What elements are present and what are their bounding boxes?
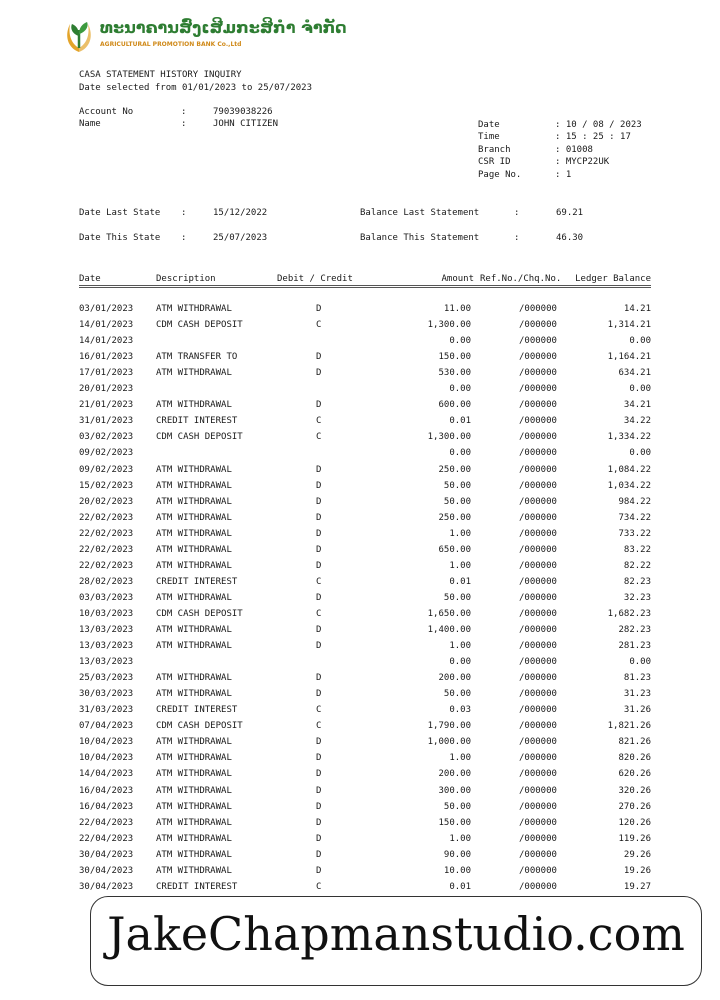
balance-last-colon: : (514, 208, 520, 218)
table-row (0, 465, 720, 481)
table-row (0, 352, 720, 368)
row-ref: /000000 (519, 480, 557, 491)
row-ref: /000000 (519, 833, 557, 844)
row-date: 10/03/2023 (79, 608, 134, 619)
row-date: 14/01/2023 (79, 336, 134, 347)
row-balance: 19.26 (623, 865, 651, 876)
account-no-value: 79039038226 (213, 107, 273, 117)
row-amount: 150.00 (438, 352, 471, 363)
row-amount: 530.00 (438, 368, 471, 379)
meta-time-value: : 15 : 25 : 17 (555, 132, 631, 142)
row-ref: /000000 (519, 576, 557, 587)
row-amount: 11.00 (443, 304, 471, 314)
row-date: 03/03/2023 (79, 592, 134, 603)
row-amount: 1,000.00 (427, 737, 471, 748)
row-ref: /000000 (519, 432, 557, 443)
row-debit-credit: D (316, 673, 322, 684)
row-date: 13/03/2023 (79, 657, 134, 668)
table-row (0, 497, 720, 513)
row-amount: 0.03 (449, 705, 471, 716)
row-debit-credit: C (316, 705, 322, 716)
row-debit-credit: C (316, 576, 322, 587)
row-balance: 820.26 (618, 753, 651, 764)
table-row (0, 320, 720, 336)
row-ref: /000000 (519, 560, 557, 571)
row-ref: /000000 (519, 769, 557, 780)
row-balance: 0.00 (629, 657, 651, 668)
row-ref: /000000 (519, 448, 557, 459)
row-debit-credit: D (316, 769, 322, 780)
row-description: ATM WITHDRAWAL (156, 801, 232, 812)
row-balance: 34.22 (623, 416, 651, 427)
table-row (0, 753, 720, 769)
row-ref: /000000 (519, 544, 557, 555)
table-row (0, 577, 720, 593)
table-row (0, 448, 720, 464)
row-balance: 119.26 (618, 833, 651, 844)
row-amount: 250.00 (438, 512, 471, 523)
row-debit-credit: D (316, 464, 322, 475)
row-description: CDM CASH DEPOSIT (156, 608, 243, 619)
row-ref: /000000 (519, 865, 557, 876)
row-description: ATM WITHDRAWAL (156, 833, 232, 844)
row-ref: /000000 (519, 384, 557, 395)
row-amount: 0.00 (449, 336, 471, 347)
table-row (0, 737, 720, 753)
table-row (0, 432, 720, 448)
row-amount: 0.00 (449, 657, 471, 668)
bank-name-en: AGRICULTURAL PROMOTION BANK Co.,Ltd (100, 41, 242, 48)
row-balance: 31.26 (623, 705, 651, 716)
row-ref: /000000 (519, 352, 557, 363)
row-balance: 1,084.22 (607, 464, 651, 475)
balance-last-label: Balance Last Statement (360, 208, 480, 218)
row-balance: 120.26 (618, 817, 651, 828)
row-balance: 733.22 (618, 528, 651, 539)
table-row (0, 866, 720, 882)
row-balance: 83.22 (623, 544, 651, 555)
table-row (0, 336, 720, 352)
row-ref: /000000 (519, 737, 557, 748)
row-date: 16/01/2023 (79, 352, 134, 363)
row-date: 25/03/2023 (79, 673, 134, 684)
row-balance: 82.23 (623, 576, 651, 587)
row-ref: /000000 (519, 608, 557, 619)
row-date: 30/03/2023 (79, 689, 134, 700)
row-balance: 31.23 (623, 689, 651, 700)
row-balance: 32.23 (623, 592, 651, 603)
row-balance: 282.23 (618, 625, 651, 635)
row-description: CREDIT INTEREST (156, 576, 238, 587)
row-debit-credit: C (316, 320, 322, 331)
row-ref: /000000 (519, 705, 557, 716)
row-description: CREDIT INTEREST (156, 416, 238, 427)
row-amount: 90.00 (443, 849, 471, 860)
meta-page-label: Page No. (478, 170, 522, 180)
row-balance: 0.00 (629, 336, 651, 347)
table-row (0, 304, 720, 320)
row-amount: 250.00 (438, 464, 471, 475)
row-debit-credit: D (316, 400, 322, 411)
row-date: 30/04/2023 (79, 865, 134, 876)
row-ref: /000000 (519, 496, 557, 507)
report-title: CASA STATEMENT HISTORY INQUIRY (79, 70, 242, 80)
row-amount: 200.00 (438, 673, 471, 684)
row-balance: 19.27 (623, 881, 651, 892)
row-description: ATM WITHDRAWAL (156, 673, 232, 684)
watermark-text: JakeChapmanstudio.com (107, 907, 685, 961)
balance-this-value: 46.30 (556, 233, 584, 243)
header-separator (79, 285, 651, 288)
col-header-date: Date (79, 274, 101, 284)
meta-branch-value: : 01008 (555, 145, 593, 155)
table-row (0, 705, 720, 721)
row-debit-credit: D (316, 368, 322, 379)
row-amount: 1.00 (449, 560, 471, 571)
col-header-balance: Ledger Balance (575, 274, 651, 284)
row-amount: 50.00 (443, 592, 471, 603)
row-description: ATM WITHDRAWAL (156, 368, 232, 379)
row-description: ATM WITHDRAWAL (156, 817, 232, 828)
row-description: ATM WITHDRAWAL (156, 689, 232, 700)
table-row (0, 545, 720, 561)
row-balance: 34.21 (623, 400, 651, 411)
row-description: ATM WITHDRAWAL (156, 753, 232, 764)
row-amount: 50.00 (443, 480, 471, 491)
row-date: 22/02/2023 (79, 560, 134, 571)
table-row (0, 384, 720, 400)
col-header-ref: Ref.No./Chq.No. (480, 274, 562, 284)
this-state-label: Date This State (79, 233, 161, 243)
row-balance: 81.23 (623, 673, 651, 684)
row-ref: /000000 (519, 368, 557, 379)
row-debit-credit: C (316, 432, 322, 443)
row-debit-credit: D (316, 849, 322, 860)
row-description: ATM WITHDRAWAL (156, 560, 232, 571)
meta-date-value: : 10 / 08 / 2023 (555, 120, 642, 130)
meta-branch-label: Branch (478, 145, 511, 155)
balance-this-label: Balance This Statement (360, 233, 480, 243)
row-description: CDM CASH DEPOSIT (156, 320, 243, 331)
table-row (0, 400, 720, 416)
row-amount: 1.00 (449, 528, 471, 539)
row-amount: 300.00 (438, 785, 471, 796)
row-date: 22/04/2023 (79, 817, 134, 828)
row-description: ATM WITHDRAWAL (156, 400, 232, 411)
row-date: 30/04/2023 (79, 849, 134, 860)
row-amount: 1.00 (449, 833, 471, 844)
table-row (0, 802, 720, 818)
row-debit-credit: C (316, 721, 322, 732)
row-balance: 0.00 (629, 384, 651, 395)
row-date: 16/04/2023 (79, 785, 134, 796)
row-ref: /000000 (519, 849, 557, 860)
row-date: 03/01/2023 (79, 304, 134, 314)
last-state-value: 15/12/2022 (213, 208, 268, 218)
row-balance: 14.21 (623, 304, 651, 314)
meta-csr-label: CSR ID (478, 157, 511, 167)
row-debit-credit: C (316, 881, 322, 892)
row-description: ATM WITHDRAWAL (156, 304, 232, 314)
bank-logo (62, 14, 347, 58)
account-name-colon: : (181, 119, 187, 129)
row-date: 07/04/2023 (79, 721, 134, 732)
row-ref: /000000 (519, 689, 557, 700)
row-balance: 620.26 (618, 769, 651, 780)
table-row (0, 368, 720, 384)
row-date: 22/02/2023 (79, 528, 134, 539)
row-balance: 281.23 (618, 641, 651, 652)
row-ref: /000000 (519, 657, 557, 668)
row-balance: 270.26 (618, 801, 651, 812)
row-description: ATM WITHDRAWAL (156, 625, 232, 635)
row-ref: /000000 (519, 320, 557, 331)
row-description: ATM WITHDRAWAL (156, 769, 232, 780)
row-amount: 0.01 (449, 881, 471, 892)
last-state-label: Date Last State (79, 208, 161, 218)
row-ref: /000000 (519, 336, 557, 347)
row-amount: 1.00 (449, 753, 471, 764)
row-debit-credit: D (316, 641, 322, 652)
row-debit-credit: D (316, 833, 322, 844)
row-debit-credit: D (316, 785, 322, 796)
bank-logo-icon (62, 14, 96, 54)
row-balance: 734.22 (618, 512, 651, 523)
row-description: ATM WITHDRAWAL (156, 496, 232, 507)
account-name-value: JOHN CITIZEN (213, 119, 279, 129)
row-description: CDM CASH DEPOSIT (156, 721, 243, 732)
row-ref: /000000 (519, 753, 557, 764)
account-no-colon: : (181, 107, 187, 117)
row-amount: 0.01 (449, 416, 471, 427)
table-row (0, 625, 720, 641)
row-amount: 650.00 (438, 544, 471, 555)
row-description: ATM WITHDRAWAL (156, 849, 232, 860)
row-ref: /000000 (519, 528, 557, 539)
row-description: ATM WITHDRAWAL (156, 865, 232, 876)
row-amount: 1,790.00 (427, 721, 471, 732)
balance-last-value: 69.21 (556, 208, 584, 218)
row-description: ATM WITHDRAWAL (156, 737, 232, 748)
row-ref: /000000 (519, 592, 557, 603)
row-description: ATM WITHDRAWAL (156, 528, 232, 539)
col-header-debit-credit: Debit / Credit (277, 274, 353, 284)
row-description: CREDIT INTEREST (156, 705, 238, 716)
row-date: 13/03/2023 (79, 641, 134, 652)
row-date: 10/04/2023 (79, 737, 134, 748)
row-description: CREDIT INTEREST (156, 881, 238, 892)
row-amount: 10.00 (443, 865, 471, 876)
this-state-colon: : (181, 233, 187, 243)
row-date: 31/03/2023 (79, 705, 134, 716)
row-amount: 1.00 (449, 641, 471, 652)
table-row (0, 481, 720, 497)
row-amount: 1,400.00 (427, 625, 471, 635)
row-debit-credit: D (316, 304, 322, 314)
row-date: 16/04/2023 (79, 801, 134, 812)
row-balance: 1,164.21 (607, 352, 651, 363)
table-row (0, 641, 720, 657)
row-amount: 600.00 (438, 400, 471, 411)
table-row (0, 769, 720, 785)
meta-page-value: : 1 (555, 170, 572, 180)
table-row (0, 818, 720, 834)
row-amount: 0.00 (449, 448, 471, 459)
row-date: 17/01/2023 (79, 368, 134, 379)
row-date: 22/02/2023 (79, 512, 134, 523)
row-ref: /000000 (519, 464, 557, 475)
this-state-value: 25/07/2023 (213, 233, 268, 243)
row-balance: 1,334.22 (607, 432, 651, 443)
col-header-description: Description (156, 274, 216, 284)
row-amount: 50.00 (443, 496, 471, 507)
row-debit-credit: D (316, 801, 322, 812)
table-row (0, 850, 720, 866)
row-debit-credit: D (316, 817, 322, 828)
row-debit-credit: D (316, 352, 322, 363)
table-row (0, 834, 720, 850)
row-balance: 1,682.23 (607, 608, 651, 619)
row-date: 28/02/2023 (79, 576, 134, 587)
row-date: 10/04/2023 (79, 753, 134, 764)
row-amount: 1,300.00 (427, 320, 471, 331)
table-row (0, 721, 720, 737)
row-date: 22/04/2023 (79, 833, 134, 844)
row-debit-credit: D (316, 625, 322, 635)
table-row (0, 561, 720, 577)
table-row (0, 786, 720, 802)
row-amount: 150.00 (438, 817, 471, 828)
row-amount: 0.01 (449, 576, 471, 587)
row-balance: 1,821.26 (607, 721, 651, 732)
last-state-colon: : (181, 208, 187, 218)
table-row (0, 673, 720, 689)
row-ref: /000000 (519, 801, 557, 812)
row-debit-credit: D (316, 480, 322, 491)
row-ref: /000000 (519, 416, 557, 427)
row-description: ATM WITHDRAWAL (156, 464, 232, 475)
row-ref: /000000 (519, 721, 557, 732)
row-debit-credit: D (316, 560, 322, 571)
row-debit-credit: D (316, 592, 322, 603)
row-amount: 1,300.00 (427, 432, 471, 443)
table-row (0, 593, 720, 609)
account-no-label: Account No (79, 107, 134, 117)
row-amount: 50.00 (443, 689, 471, 700)
table-row (0, 689, 720, 705)
row-debit-credit: D (316, 496, 322, 507)
row-debit-credit: D (316, 753, 322, 764)
watermark-banner (90, 896, 702, 986)
row-debit-credit: D (316, 865, 322, 876)
meta-csr-value: : MYCP22UK (555, 157, 610, 167)
row-description: ATM WITHDRAWAL (156, 544, 232, 555)
row-amount: 50.00 (443, 801, 471, 812)
table-row (0, 513, 720, 529)
row-ref: /000000 (519, 641, 557, 652)
row-amount: 0.00 (449, 384, 471, 395)
row-date: 03/02/2023 (79, 432, 134, 443)
row-description: ATM WITHDRAWAL (156, 480, 232, 491)
meta-time-label: Time (478, 132, 500, 142)
row-date: 30/04/2023 (79, 881, 134, 892)
row-balance: 82.22 (623, 560, 651, 571)
row-debit-credit: D (316, 689, 322, 700)
table-row (0, 609, 720, 625)
row-debit-credit: C (316, 416, 322, 427)
row-date: 21/01/2023 (79, 400, 134, 411)
row-date: 22/02/2023 (79, 544, 134, 555)
bank-name-lao: ທະນາຄານສົ່ງເສີມກະສິກຳ ຈຳກັດ (100, 18, 347, 37)
row-description: ATM WITHDRAWAL (156, 592, 232, 603)
row-balance: 320.26 (618, 785, 651, 796)
row-debit-credit: D (316, 544, 322, 555)
table-row (0, 529, 720, 545)
table-row (0, 416, 720, 432)
row-date: 15/02/2023 (79, 480, 134, 491)
row-balance: 634.21 (618, 368, 651, 379)
account-name-label: Name (79, 119, 101, 129)
row-ref: /000000 (519, 881, 557, 892)
row-balance: 821.26 (618, 737, 651, 748)
row-ref: /000000 (519, 625, 557, 635)
row-date: 09/02/2023 (79, 464, 134, 475)
row-date: 31/01/2023 (79, 416, 134, 427)
row-ref: /000000 (519, 785, 557, 796)
table-row (0, 657, 720, 673)
meta-date-label: Date (478, 120, 500, 130)
row-balance: 1,034.22 (607, 480, 651, 491)
row-ref: /000000 (519, 512, 557, 523)
report-date-range: Date selected from 01/01/2023 to 25/07/2023 (79, 83, 312, 93)
row-balance: 0.00 (629, 448, 651, 459)
row-ref: /000000 (519, 400, 557, 411)
row-debit-credit: D (316, 737, 322, 748)
row-date: 13/03/2023 (79, 625, 134, 635)
row-date: 20/02/2023 (79, 496, 134, 507)
row-description: ATM WITHDRAWAL (156, 512, 232, 523)
row-debit-credit: D (316, 528, 322, 539)
row-balance: 1,314.21 (607, 320, 651, 331)
row-amount: 1,650.00 (427, 608, 471, 619)
row-date: 14/04/2023 (79, 769, 134, 780)
row-date: 09/02/2023 (79, 448, 134, 459)
row-date: 14/01/2023 (79, 320, 134, 331)
row-debit-credit: D (316, 512, 322, 523)
row-date: 20/01/2023 (79, 384, 134, 395)
row-balance: 984.22 (618, 496, 651, 507)
row-ref: /000000 (519, 817, 557, 828)
row-debit-credit: C (316, 608, 322, 619)
col-header-amount: Amount (441, 274, 474, 284)
row-balance: 29.26 (623, 849, 651, 860)
row-description: ATM WITHDRAWAL (156, 785, 232, 796)
row-ref: /000000 (519, 673, 557, 684)
row-description: CDM CASH DEPOSIT (156, 432, 243, 443)
row-description: ATM WITHDRAWAL (156, 641, 232, 652)
row-description: ATM TRANSFER TO (156, 352, 238, 363)
row-ref: /000000 (519, 304, 557, 314)
row-amount: 200.00 (438, 769, 471, 780)
balance-this-colon: : (514, 233, 520, 243)
